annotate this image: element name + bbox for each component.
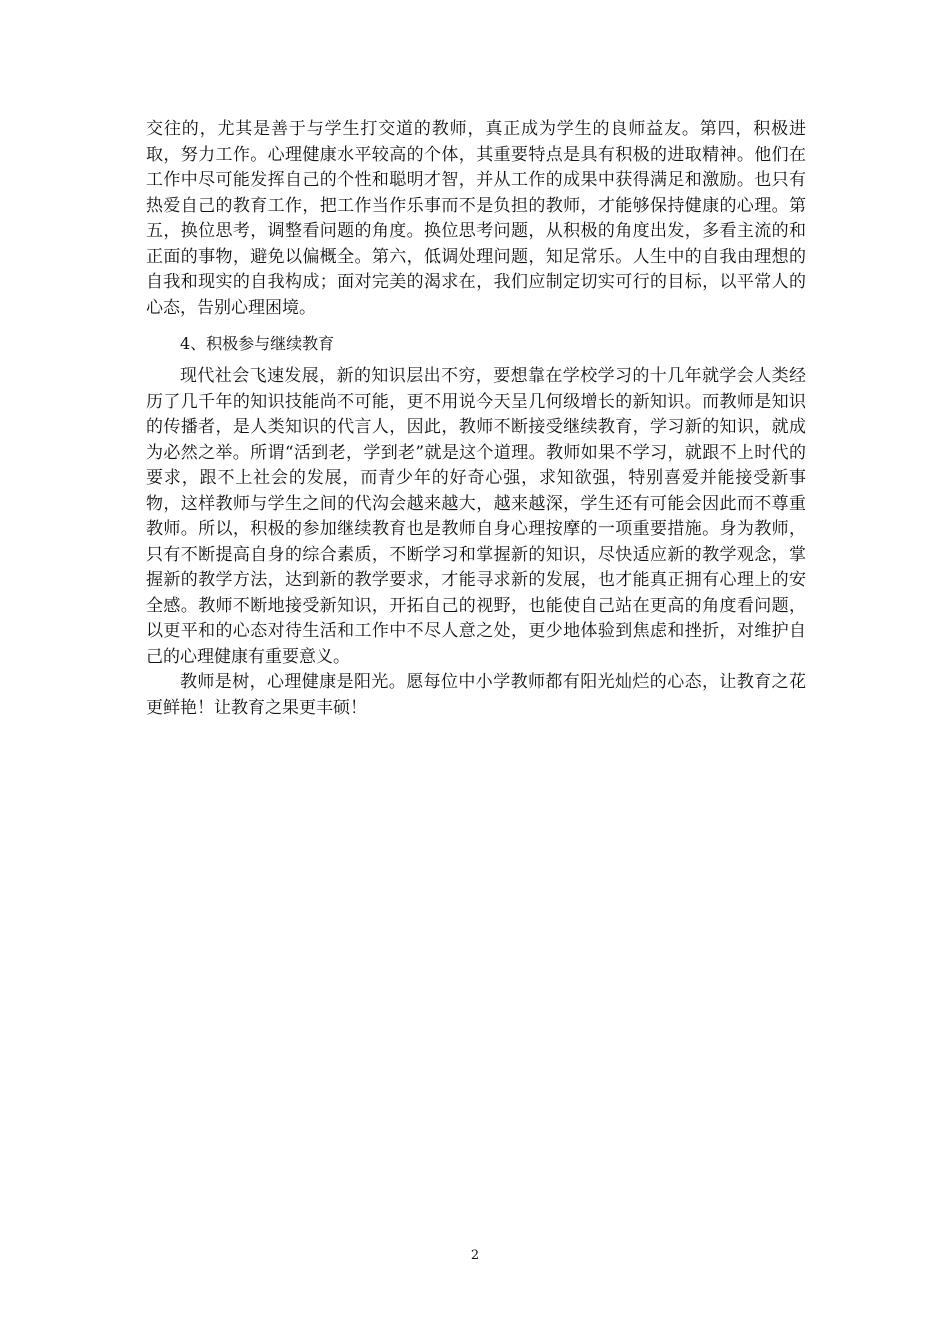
- paragraph-continued: 交往的，尤其是善于与学生打交道的教师，真正成为学生的良师益友。第四，积极进取，努力工作。心理健康水平较高的个体，其重要特点是具有积极的进取精神。他们在工作中尽可能发挥自己的个性和聪明才智，并从工作的成果中获得满足和激励。也只有热爱自己的教育工作，把工作当作乐事而不是负担的教师，才能够保持健康的心理。第五，换位思考，调整看问题的角度。换位思考问题，从积极的角度出发，多看主流的和正面的事物，避免以偏概全。第六，低调处理问题，知足常乐。人生中的自我由理想的自我和现实的自我构成；面对完美的渴求在，我们应制定切实可行的目标，以平常人的心态，告别心理困境。: [146, 119, 806, 318]
- section-heading: 4、积极参与继续教育: [180, 334, 335, 353]
- page-number: 2: [470, 1248, 480, 1263]
- paragraph-closing: 教师是树，心理健康是阳光。愿每位中小学教师都有阳光灿烂的心态，让教育之花更鲜艳！让教育之果更丰硕！: [146, 672, 806, 718]
- page-content: [146, 117, 806, 721]
- paragraph-continuing-education: 现代社会飞速发展，新的知识层出不穷，要想靠在学校学习的十几年就学会人类经历了几千年的知识技能尚不可能，更不用说今天呈几何级增长的新知识。而教师是知识的传播者，是人类知识的代言人，因此，教师不断接受继续教育，学习新的知识，就成为必然之举。所谓“活到老，学到老”就是这个道理。教师如果不学习，就跟不上时代的要求，跟不上社会的发展，而青少年的好奇心强，求知欲强，特别喜爱并能接受新事物，这样教师与学生之间的代沟会越来越大，越来越深，学生还有可能会因此而不尊重教师。所以，积极的参加继续教育也是教师自身心理按摩的一项重要措施。身为教师，只有不断提高自身的综合素质，不断学习和掌握新的知识，尽快适应新的教学观念，掌握新的教学方法，达到新的教学要求，才能寻求新的发展，也才能真正拥有心理上的安全感。教师不断地接受新知识，开拓自己的视野，也能使自己站在更高的角度看问题，以更平和的心态对待生活和工作中不尽人意之处，更少地体验到焦虑和挫折，对维护自己的心理健康有重要意义。: [146, 366, 806, 667]
